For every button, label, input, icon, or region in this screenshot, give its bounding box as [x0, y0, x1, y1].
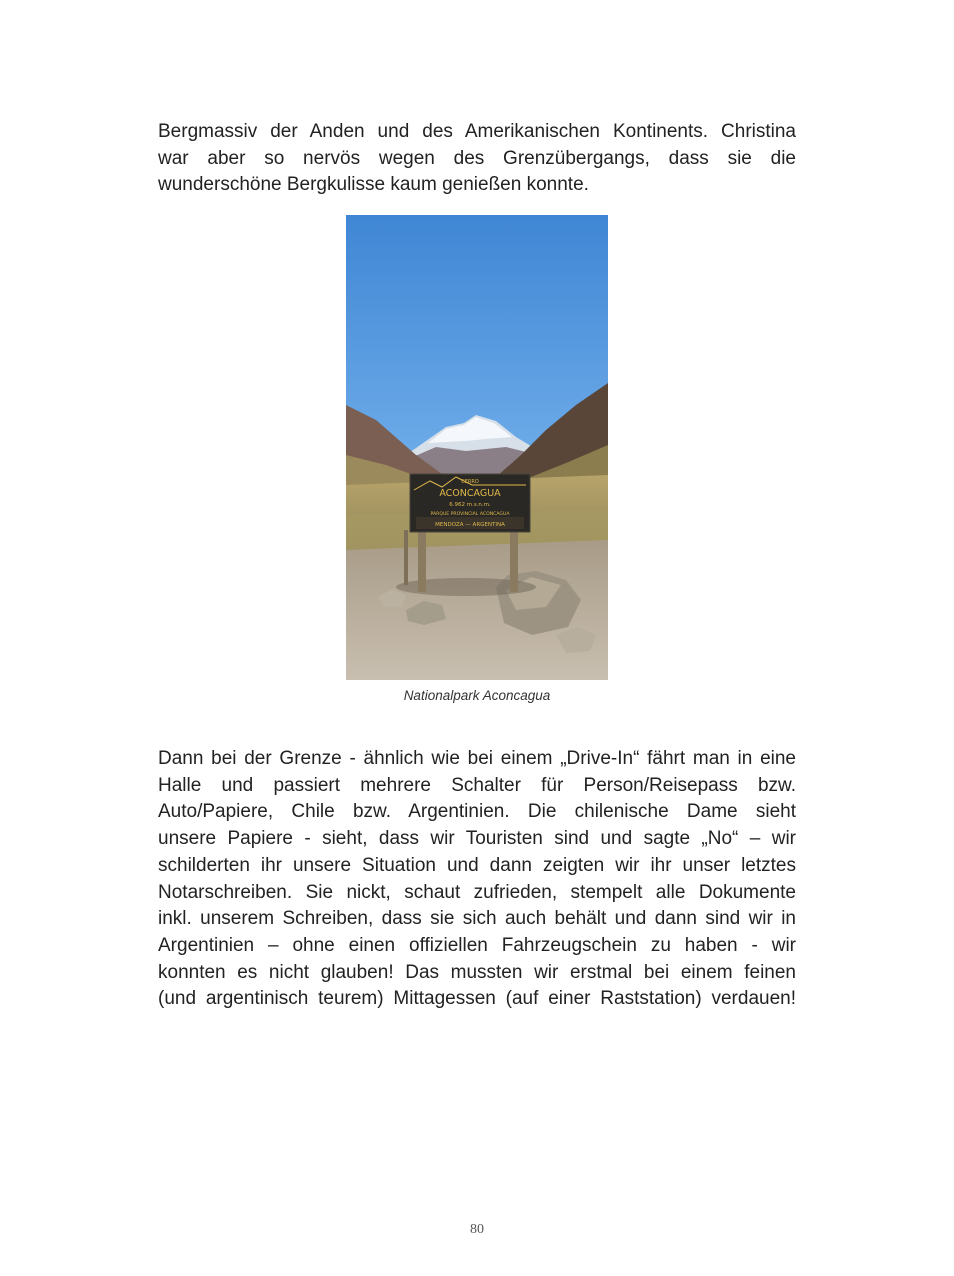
- text-line: (und argentinisch teurem) Mittagessen (auf einer Raststation) verdauen!: [158, 988, 796, 1010]
- page-number: 80: [470, 1222, 484, 1237]
- aconcagua-photo: [346, 215, 608, 680]
- text-line: inkl. unserem Schreiben, dass sie sich auch behält und dann sind wir in: [158, 908, 796, 930]
- text-line: war aber so nervös wegen des Grenzübergangs, dass sie die: [158, 147, 796, 169]
- text-line: Dann bei der Grenze - ähnlich wie bei einem „Drive-In“ fährt man in eine: [158, 748, 796, 769]
- text-line: Auto/Papiere, Chile bzw. Argentinien. Die chilenische Dame sieht: [158, 801, 796, 823]
- text-line: Argentinien – ohne einen offiziellen Fahrzeugschein zu haben - wir: [158, 934, 796, 956]
- sign-line: CERRO: [461, 479, 479, 485]
- sign-line: 6.962 m.s.n.m.: [449, 502, 491, 508]
- text-line: wunderschöne Bergkulisse kaum genießen konnte.: [158, 174, 589, 196]
- sign-line: ACONCAGUA: [439, 488, 501, 499]
- photo-caption: Nationalpark Aconcagua: [403, 688, 551, 703]
- text-line: Notarschreiben. Sie nickt, schaut zufrieden, stempelt alle Dokumente: [158, 881, 796, 903]
- text-line: unsere Papiere - sieht, dass wir Touristen sind und sagte „No“ – wir: [158, 828, 796, 850]
- sign-line: MENDOZA — ARGENTINA: [435, 522, 505, 528]
- text-line: Halle und passiert mehrere Schalter für Person/Reisepass bzw.: [158, 774, 796, 796]
- text-line: konnten es nicht glauben! Das mussten wir erstmal bei einem feinen: [158, 961, 796, 983]
- paragraph-1: [158, 119, 796, 199]
- text-line: Bergmassiv der Anden und des Amerikanischen Kontinents. Christina: [158, 121, 796, 142]
- sign-line: PARQUE PROVINCIAL ACONCAGUA: [430, 512, 510, 517]
- paragraph-2: [158, 746, 796, 1013]
- text-line: schilderten ihr unsere Situation und dann zeigten wir ihr unser letztes: [158, 854, 796, 876]
